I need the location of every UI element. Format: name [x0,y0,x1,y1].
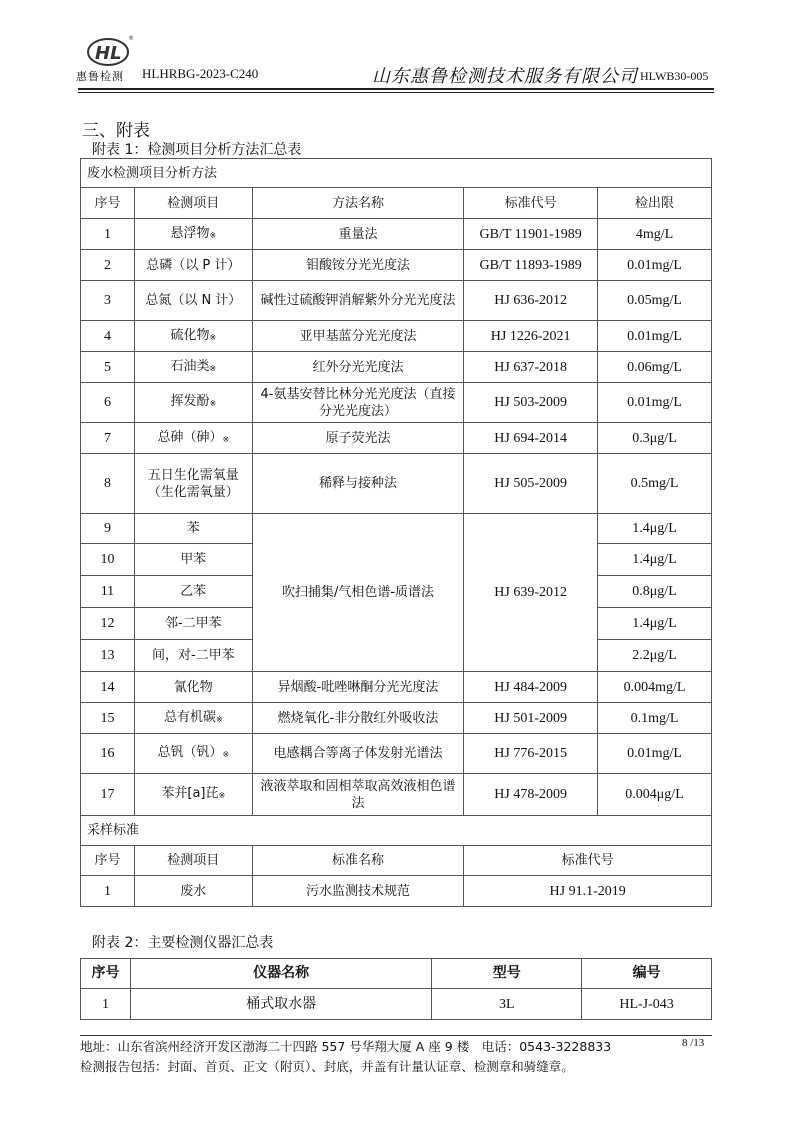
cell-method: 吹扫捕集/气相色谱-质谱法 [252,514,464,672]
cell-limit: 2.2μg/L [598,640,712,672]
table-row [81,250,712,281]
subcontract-mark: ※ [222,750,230,759]
cell-standard: HJ 636-2012 [464,281,598,321]
sampling-title: 采样标准 [81,816,712,846]
cell-no: 2 [81,250,135,281]
analysis-methods-table [80,158,712,907]
sampling-header-row [81,846,712,876]
header-cell: 标准代号 [464,188,598,219]
cell-limit: 0.01mg/L [598,383,712,423]
table-row [81,281,712,321]
cell-item [134,734,252,774]
cell-item: 乙苯 [134,576,252,608]
cell-standard: HJ 501-2009 [464,703,598,734]
subcontract-mark: ※ [215,714,223,724]
cell-standard: HJ 478-2009 [464,774,598,816]
table-row [81,703,712,734]
cell-no: 8 [81,454,135,514]
table-header-row [81,959,712,989]
table-row [81,219,712,250]
cell-limit: 1.4μg/L [598,608,712,640]
cell-method: 红外分光光度法 [252,352,464,383]
section-title: 三、附表 [82,121,150,141]
cell-no: 15 [81,703,135,734]
sampling-title-row [81,816,712,846]
header-cell: 编号 [582,959,712,989]
cell-method: 液液萃取和固相萃取高效液相色谱法 [252,774,464,816]
cell-no: 12 [81,608,135,640]
header-cell: 方法名称 [252,188,464,219]
svg-text:®: ® [128,35,134,42]
cell-no: 17 [81,774,135,816]
instruments-table [80,958,712,1020]
cell-method: 碱性过硫酸钾消解紫外分光光度法 [252,281,464,321]
item-label: 挥发酚 [170,394,210,409]
cell-limit: 0.06mg/L [598,352,712,383]
cell-no: 11 [81,576,135,608]
cell-method: 原子荧光法 [252,423,464,454]
cell-no: 9 [81,514,135,544]
cell-limit: 0.01mg/L [598,734,712,774]
cell-no: 7 [81,423,135,454]
cell-item [134,352,252,383]
cell-item [134,703,252,734]
item-label: 苯并[a]芘 [161,786,219,801]
cell-no: 1 [81,876,135,907]
cell-standard: HJ 503-2009 [464,383,598,423]
cell-standard: HJ 505-2009 [464,454,598,514]
cell-limit: 0.004μg/L [598,774,712,816]
subcontract-mark: ※ [218,791,226,800]
svg-text:HL: HL [95,43,122,64]
subcontract-mark: ※ [209,399,217,408]
table-header-row [81,188,712,219]
cell-limit: 0.3μg/L [598,423,712,454]
cell-method: 4-氨基安替比林分光光度法（直接分光光度法） [252,383,464,423]
cell-limit: 4mg/L [598,219,712,250]
header-cell: 序号 [81,959,131,989]
cell-limit: 1.4μg/L [598,514,712,544]
cell-standard: HJ 694-2014 [464,423,598,454]
header-cell: 型号 [432,959,582,989]
cell-limit: 0.1mg/L [598,703,712,734]
cell-standard: HJ 91.1-2019 [464,876,712,907]
item-label: 总钒（钒） [157,745,223,760]
table1-caption: 附表 1：检测项目分析方法汇总表 [92,142,302,158]
header-cell: 仪器名称 [130,959,431,989]
table2-caption: 附表 2：主要检测仪器汇总表 [92,935,274,951]
cell-limit: 0.5mg/L [598,454,712,514]
cell-item [134,454,252,514]
cell-method: 电感耦合等离子体发射光谱法 [252,734,464,774]
cell-method: 燃烧氧化-非分散红外吸收法 [252,703,464,734]
cell-limit: 1.4μg/L [598,544,712,576]
cell-model: 3L [432,989,582,1020]
header-cell: 检测项目 [134,846,252,876]
table-row [81,454,712,514]
item-label: 石油类 [170,358,210,374]
cell-item [134,383,252,423]
table-row [81,514,712,544]
header-rule-thin [78,92,714,93]
cell-no: 14 [81,672,135,703]
table-row [81,989,712,1020]
cell-method: 重量法 [252,219,464,250]
cell-limit: 0.05mg/L [598,281,712,321]
cell-item: 间，对-二甲苯 [134,640,252,672]
cell-method: 钼酸铵分光光度法 [252,250,464,281]
cell-item: 甲苯 [134,544,252,576]
cell-standard: HJ 776-2015 [464,734,598,774]
header-cell: 序号 [81,846,135,876]
cell-item [134,321,252,352]
table-row [81,352,712,383]
cell-item [134,281,252,321]
cell-instrument: 桶式取水器 [130,989,431,1020]
table-row [81,423,712,454]
item-label: 硫化物 [170,327,210,343]
cell-item: 邻-二甲苯 [134,608,252,640]
cell-no: 4 [81,321,135,352]
item-label: 总有机碳 [163,709,216,725]
item-label: 氰化物 [173,679,213,695]
cell-item [134,774,252,816]
cell-no: 5 [81,352,135,383]
subcontract-mark: ※ [209,332,217,342]
footer-note: 检测报告包括：封面、首页、正文（附页）、封底，并盖有计量认证章、检测章和骑缝章。 [80,1059,574,1074]
page-number: 8 /13 [682,1037,705,1049]
header-cell: 检测项目 [134,188,252,219]
cell-no: 1 [81,219,135,250]
table-row [81,672,712,703]
report-number: HLHRBG-2023-C240 [142,66,259,81]
logo-text: 惠鲁检测 [76,70,124,83]
cell-standard: HJ 1226-2021 [464,321,598,352]
cell-standard: HJ 637-2018 [464,352,598,383]
table-row [81,383,712,423]
footer-rule [80,1035,712,1036]
cell-item [134,672,252,703]
cell-limit: 0.01mg/L [598,321,712,352]
item-label: 总氮（以 N 计） [145,293,242,308]
table-row [81,774,712,816]
header-rule [78,88,714,90]
item-label: 总磷（以 P 计） [146,257,241,273]
cell-no: 16 [81,734,135,774]
cell-method: 异烟酸-吡唑啉酮分光光度法 [252,672,464,703]
cell-item [134,423,252,454]
cell-standard: GB/T 11893-1989 [464,250,598,281]
cell-no: 1 [81,989,131,1020]
cell-item [134,250,252,281]
cell-standard: GB/T 11901-1989 [464,219,598,250]
cell-standard-name: 污水监测技术规范 [252,876,464,907]
item-label: 五日生化需氧量（生化需氧量） [147,467,239,500]
table-row [81,734,712,774]
cell-no: 3 [81,281,135,321]
cell-no: 6 [81,383,135,423]
header-cell: 序号 [81,188,135,219]
cell-no: 13 [81,640,135,672]
subcontract-mark: ※ [209,363,217,373]
cell-limit: 0.01mg/L [598,250,712,281]
cell-standard: HJ 639-2012 [464,514,598,672]
subcontract-mark: ※ [209,230,217,240]
document-code: HLWB30-005 [640,69,709,83]
company-name: 山东惠鲁检测技术服务有限公司 [372,66,638,87]
cell-standard: HJ 484-2009 [464,672,598,703]
item-label: 总砷（砷） [157,429,223,445]
header-cell: 标准代号 [464,846,712,876]
cell-item: 苯 [134,514,252,544]
group-title: 废水检测项目分析方法 [81,159,712,188]
header-cell: 标准名称 [252,846,464,876]
cell-method: 亚甲基蓝分光光度法 [252,321,464,352]
subcontract-mark: ※ [222,434,230,444]
footer-address: 地址：山东省滨州经济开发区渤海二十四路 557 号华翔大厦 A 座 9 楼 电话：0543-3228833 [80,1039,612,1054]
cell-item: 废水 [134,876,252,907]
item-label: 悬浮物 [170,225,210,241]
cell-item [134,219,252,250]
sampling-row [81,876,712,907]
cell-code: HL-J-043 [582,989,712,1020]
cell-limit: 0.004mg/L [598,672,712,703]
cell-limit: 0.8μg/L [598,576,712,608]
table-row [81,321,712,352]
cell-method: 稀释与接种法 [252,454,464,514]
cell-no: 10 [81,544,135,576]
header-cell: 检出限 [598,188,712,219]
